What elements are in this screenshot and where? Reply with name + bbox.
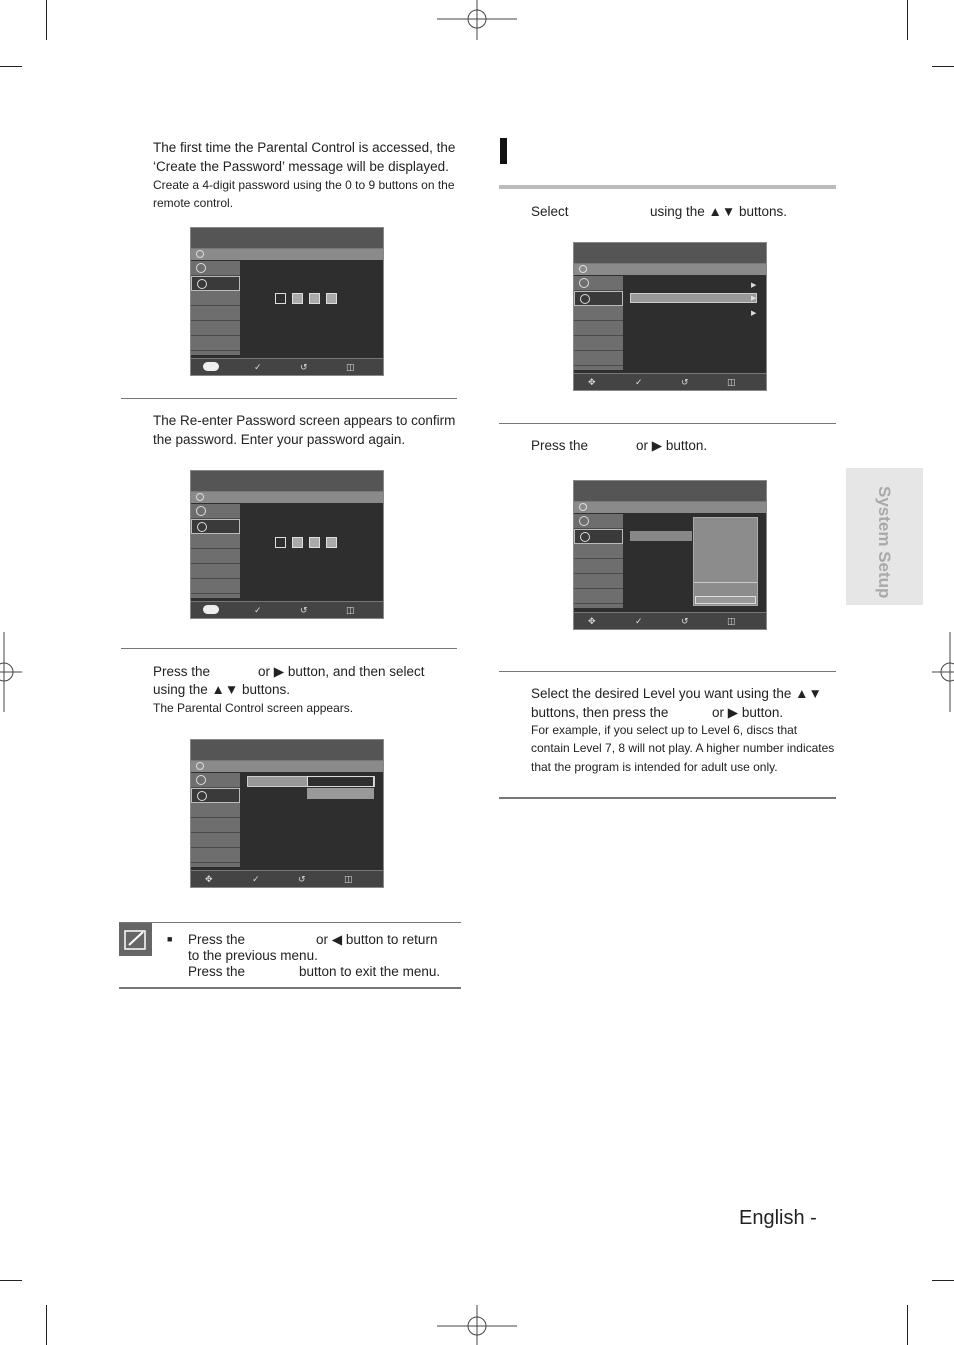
submenu-arrow-icon: ▶ xyxy=(751,295,757,302)
screen-sub-bar xyxy=(191,249,383,260)
disc-icon xyxy=(196,250,204,258)
registration-mark xyxy=(437,1305,517,1345)
step1-text-line2: ‘Create the Password’ message will be displayed. xyxy=(153,159,449,174)
crop-mark xyxy=(0,1280,22,1281)
level-separator xyxy=(694,582,757,583)
password-digit-box xyxy=(292,537,303,548)
registration-mark xyxy=(437,0,517,40)
gear-icon xyxy=(197,791,207,801)
submenu-arrow-icon: ▶ xyxy=(751,310,757,317)
screen-footer xyxy=(191,601,383,618)
rstep2-text-a: Press the xyxy=(531,438,589,453)
note-line3a: Press the xyxy=(188,964,246,979)
rstep3-text-line4: contain Level 7, 8 will not play. A higher number indicates xyxy=(531,741,835,755)
rstep3-text-line2b: or ▶ button. xyxy=(712,705,784,720)
divider xyxy=(121,398,457,399)
step3-text-line1b: or ▶ button, and then select xyxy=(258,664,425,679)
setup-menu-screen xyxy=(573,242,767,391)
number-key-icon xyxy=(203,605,219,614)
return-icon: ↺ xyxy=(681,377,689,387)
move-icon: ✥ xyxy=(205,874,213,884)
note-line1a: Press the xyxy=(188,932,246,947)
menu-icon: ◫ xyxy=(727,377,736,387)
crop-mark xyxy=(907,0,908,40)
screen-sub-bar xyxy=(574,502,766,513)
screen-title-bar xyxy=(574,481,766,502)
ok-icon: ✓ xyxy=(635,616,643,626)
return-icon: ↺ xyxy=(300,605,308,615)
submenu-arrow-icon: ▶ xyxy=(751,282,757,289)
divider xyxy=(499,671,836,672)
step1-text-line4: remote control. xyxy=(153,196,234,210)
clock-icon xyxy=(196,775,206,785)
step2-text-line1: The Re-enter Password screen appears to confirm xyxy=(153,413,456,428)
return-icon: ↺ xyxy=(300,362,308,372)
level-selected xyxy=(695,596,756,604)
move-icon: ✥ xyxy=(588,377,596,387)
rstep1-text-a: Select xyxy=(531,204,569,219)
rstep3-text-line2a: buttons, then press the xyxy=(531,705,669,720)
crop-mark xyxy=(46,0,47,40)
password-digit-box xyxy=(309,537,320,548)
password-digit-box xyxy=(326,293,337,304)
rating-level-screen xyxy=(573,480,767,630)
crop-mark xyxy=(932,1280,954,1281)
ok-icon: ✓ xyxy=(252,874,260,884)
screen-sidebar xyxy=(191,504,240,598)
section-rule xyxy=(499,185,836,189)
step2-text-line2: the password. Enter your password again. xyxy=(153,432,406,447)
step1-text-line3: Create a 4-digit password using the 0 to 9 buttons on the xyxy=(153,178,455,192)
screen-sub-bar xyxy=(574,264,766,275)
option-box xyxy=(307,788,374,799)
gear-icon xyxy=(580,532,590,542)
password-digit-box xyxy=(309,293,320,304)
crop-mark xyxy=(0,66,22,67)
rstep3-text-line5: that the program is intended for adult use only. xyxy=(531,760,778,774)
step1-text-line1: The first time the Parental Control is accessed, the xyxy=(153,140,456,155)
divider xyxy=(121,648,457,649)
note-bottom-rule xyxy=(119,987,461,989)
rstep3-text-line1: Select the desired Level you want using the ▲▼ xyxy=(531,686,822,701)
screen-sub-bar xyxy=(191,761,383,772)
step3-text-line2: using the ▲▼ buttons. xyxy=(153,682,291,697)
crop-mark xyxy=(907,1305,908,1345)
clock-icon xyxy=(579,278,589,288)
screen-sub-bar xyxy=(191,492,383,503)
level-list xyxy=(693,517,758,606)
crop-mark xyxy=(46,1305,47,1345)
step3-text-line3: The Parental Control screen appears. xyxy=(153,701,354,715)
note-line3b: button to exit the menu. xyxy=(299,964,441,979)
number-key-icon xyxy=(203,362,219,371)
ok-icon: ✓ xyxy=(254,362,262,372)
password-digit-box xyxy=(275,537,286,548)
note-top-rule xyxy=(119,922,461,923)
clock-icon xyxy=(196,506,206,516)
return-icon: ↺ xyxy=(298,874,306,884)
menu-icon: ◫ xyxy=(727,616,736,626)
screen-title-bar xyxy=(574,243,766,264)
disc-icon xyxy=(579,265,587,273)
gear-icon xyxy=(197,522,207,532)
screen-sidebar xyxy=(574,276,623,370)
rstep2-text-b: or ▶ button. xyxy=(636,438,708,453)
screen-footer xyxy=(191,870,383,887)
gear-icon xyxy=(580,294,590,304)
gear-icon xyxy=(197,279,207,289)
divider xyxy=(499,797,836,799)
menu-highlight xyxy=(630,293,757,303)
ok-icon: ✓ xyxy=(635,377,643,387)
note-line2: to the previous menu. xyxy=(188,948,318,963)
move-icon: ✥ xyxy=(588,616,596,626)
clock-icon xyxy=(196,263,206,273)
disc-icon xyxy=(579,503,587,511)
password-digit-box xyxy=(275,293,286,304)
page-language-label: English - xyxy=(739,1207,817,1229)
clock-icon xyxy=(579,516,589,526)
parental-control-screen xyxy=(190,739,384,888)
step3-text-line1a: Press the xyxy=(153,664,211,679)
menu-icon: ◫ xyxy=(346,605,355,615)
ok-icon: ✓ xyxy=(254,605,262,615)
rstep3-text-line3: For example, if you select up to Level 6, discs that xyxy=(531,723,798,737)
menu-icon: ◫ xyxy=(346,362,355,372)
menu-highlight xyxy=(630,531,692,541)
create-password-screen xyxy=(190,227,384,376)
section-tab-label: System Setup xyxy=(875,486,894,599)
return-icon: ↺ xyxy=(681,616,689,626)
password-digit-box xyxy=(292,293,303,304)
screen-sidebar xyxy=(191,773,240,867)
rstep1-text-b: using the ▲▼ buttons. xyxy=(650,204,788,219)
screen-title-bar xyxy=(191,228,383,249)
password-digit-box xyxy=(326,537,337,548)
divider xyxy=(499,423,836,424)
screen-title-bar xyxy=(191,740,383,761)
section-tab xyxy=(846,468,923,605)
note-bullet: ■ xyxy=(167,934,173,944)
reenter-password-screen xyxy=(190,470,384,619)
screen-title-bar xyxy=(191,471,383,492)
option-box xyxy=(307,776,374,787)
crop-mark xyxy=(932,66,954,67)
section-marker xyxy=(500,138,507,164)
screen-footer xyxy=(191,358,383,375)
screen-sidebar xyxy=(191,261,240,355)
menu-icon: ◫ xyxy=(344,874,353,884)
note-line1b: or ◀ button to return xyxy=(316,932,438,947)
disc-icon xyxy=(196,493,204,501)
screen-footer xyxy=(574,612,766,629)
screen-footer xyxy=(574,373,766,390)
screen-sidebar xyxy=(574,514,623,608)
registration-mark xyxy=(0,632,22,712)
registration-mark xyxy=(932,632,954,712)
disc-icon xyxy=(196,762,204,770)
note-pencil-icon xyxy=(119,923,152,956)
